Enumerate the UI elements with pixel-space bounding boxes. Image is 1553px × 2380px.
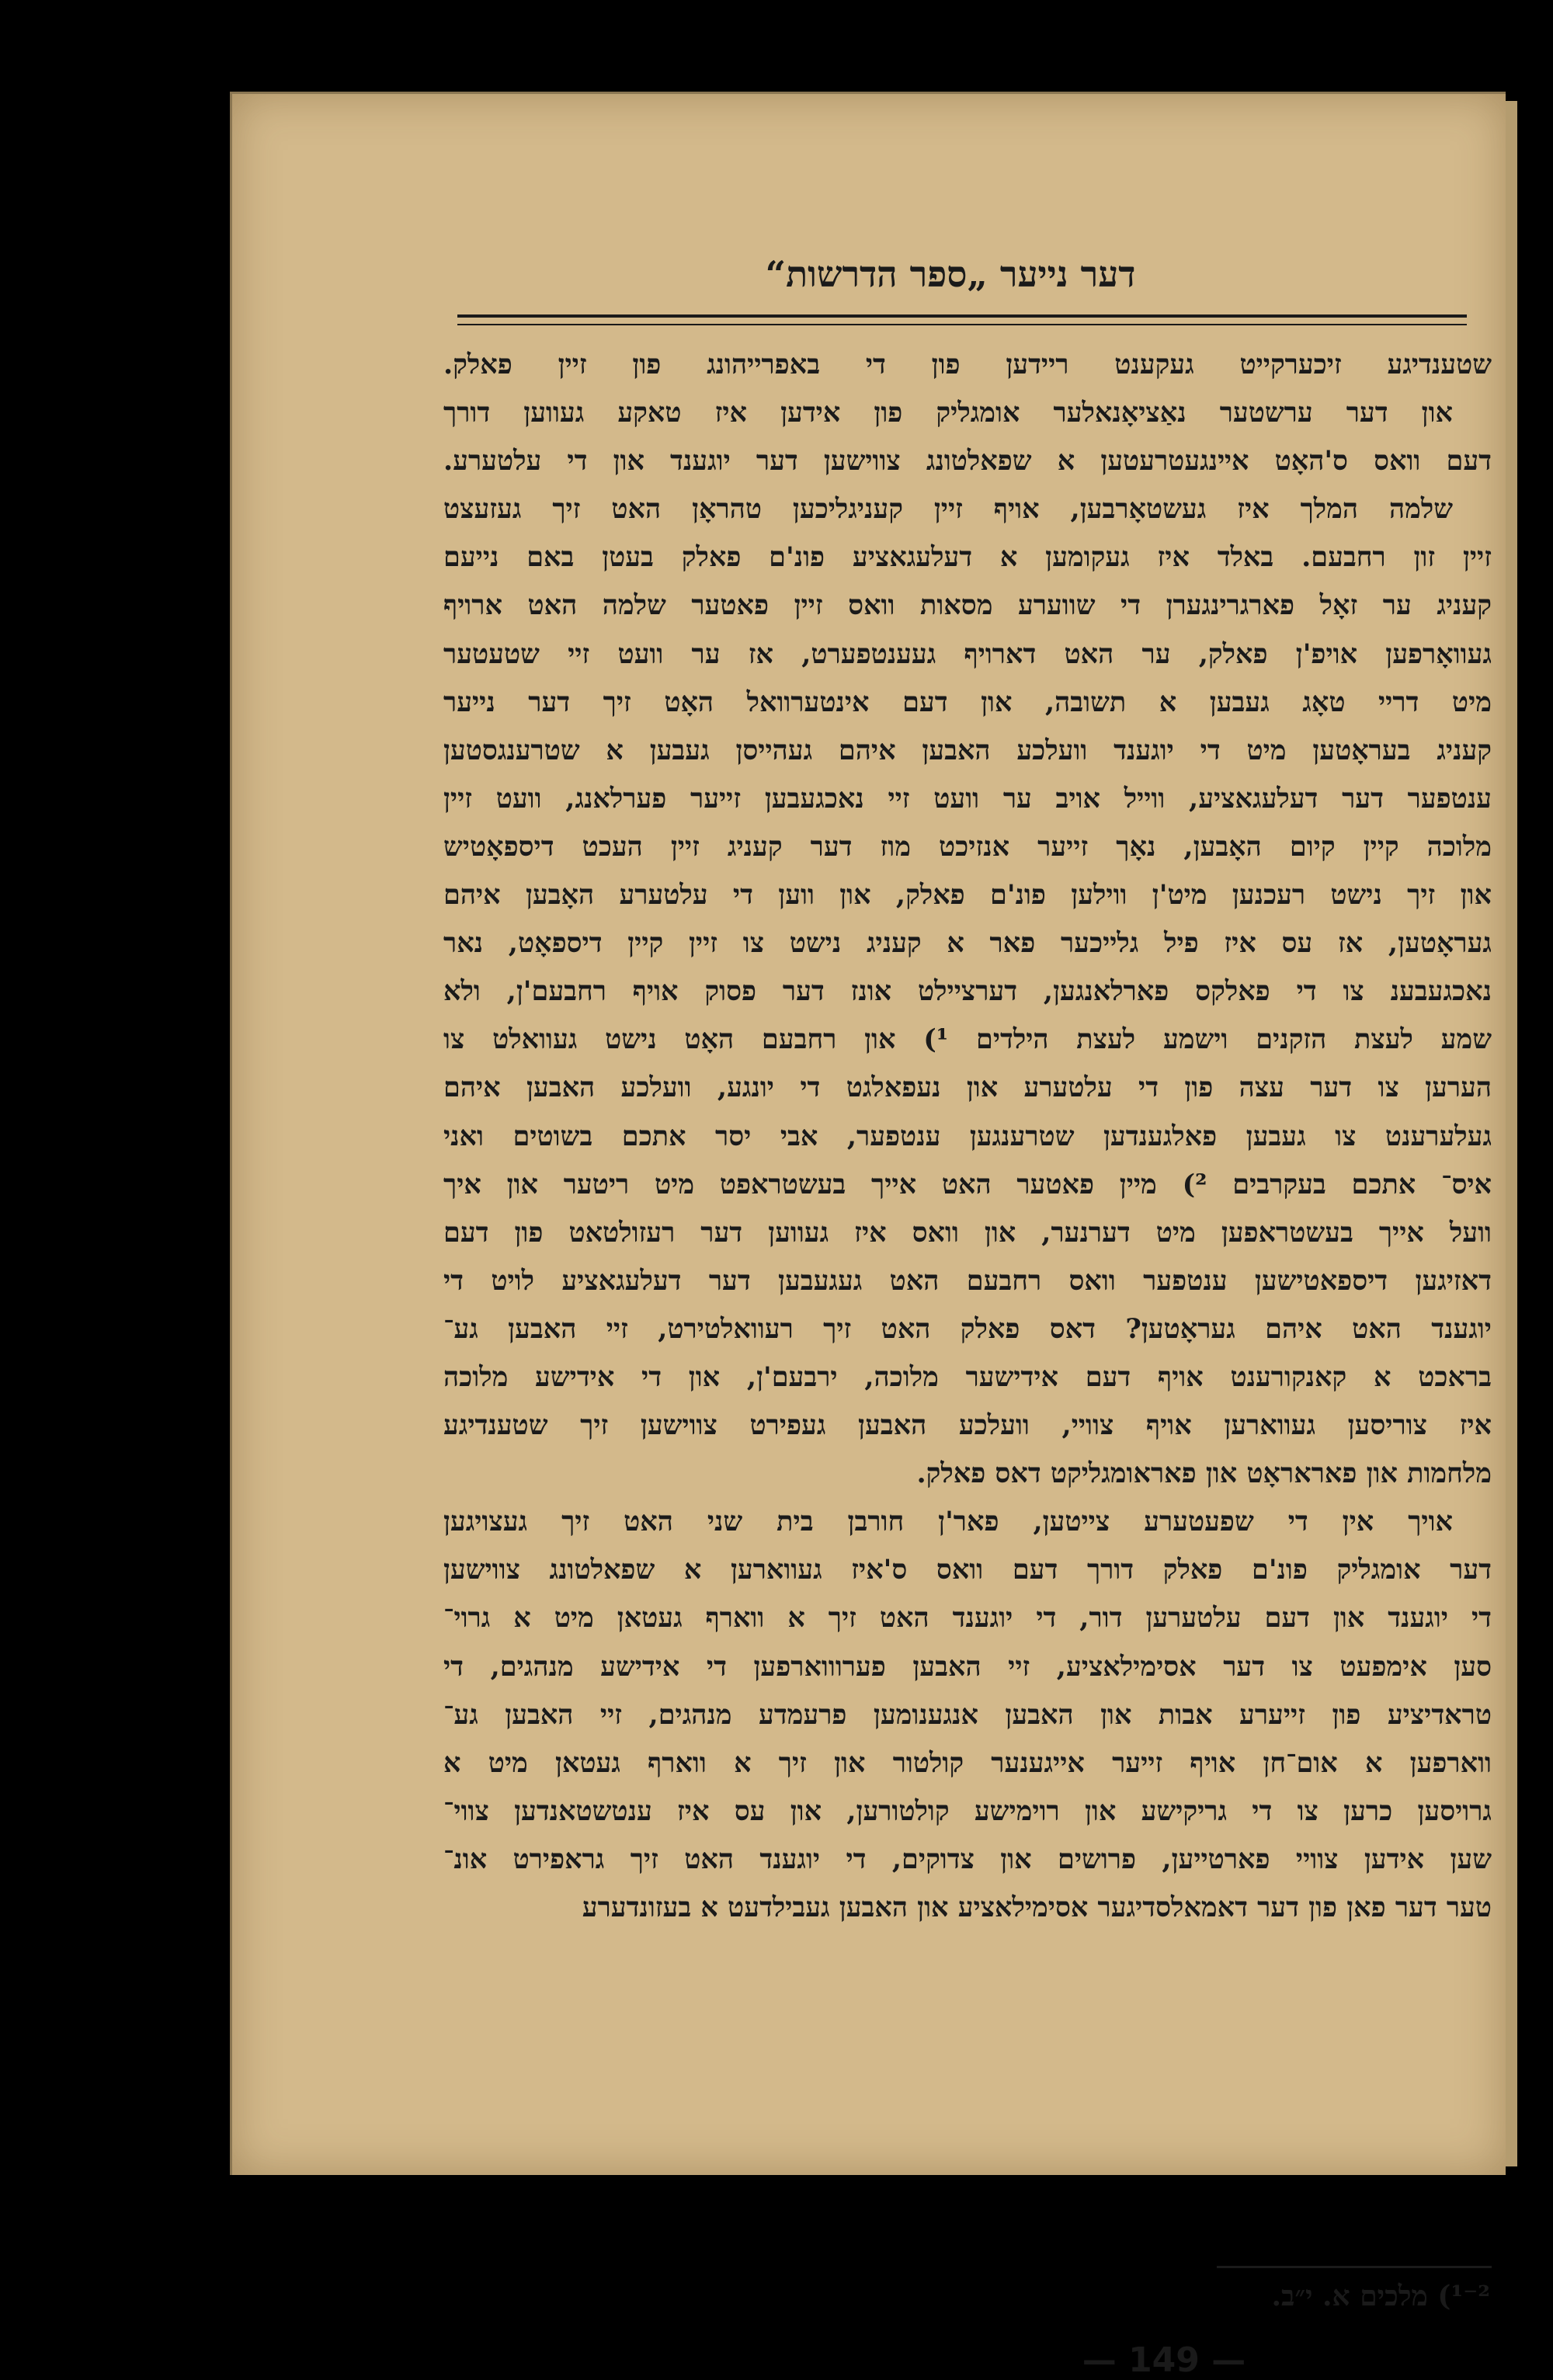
text-line: געלערענט צו געבען פאלגענדען שטרענגען ענטפער, אבי יסר אתכם בשוטים ואני bbox=[443, 1120, 1492, 1152]
body-text bbox=[443, 341, 1492, 1932]
text-line: יוגענד האט איהם געראָטען? דאס פאלק האט זיך רעוואלטירט, זיי האבען גע־ bbox=[443, 1312, 1492, 1345]
text-line: געוואָרפען אויפ'ן פאלק, ער האט דארויף געענטפערט, אז ער וועט זיי שטעטער bbox=[443, 638, 1492, 670]
text-line: טער דער פאן פון דער דאמאלסדיגער אסימילאציע און האבען געבילדעט א בעזונדערע bbox=[582, 1892, 1492, 1923]
footnote-rule bbox=[1217, 2266, 1492, 2268]
page-number: — 149 — bbox=[1082, 2340, 1246, 2380]
header-rule-thick bbox=[457, 314, 1467, 318]
text-line: גרויסען כרען צו די גריקישע און רוימישע קולטורען, און עס איז ענטשטאנדען צווי־ bbox=[443, 1795, 1492, 1827]
text-line: טראדיציע פון זייערע אבות און האבען אנגענומען פרעמדע מנהגים, זיי האבען גע־ bbox=[443, 1698, 1492, 1731]
running-header: דער נייער „ספר הדרשות“ bbox=[765, 253, 1136, 295]
text-line: מלחמות און פאראראָט און פאראומגליקט דאס פאלק. bbox=[916, 1458, 1492, 1490]
text-line: איס־ אתכם בעקרבים ²) מיין פאטער האט אייך בעשטראפט מיט ריטער און איך bbox=[443, 1168, 1492, 1200]
text-line: זיין זון רחבעם. באלד איז געקומען א דעלעגאציע פונ'ם פאלק בעטן באם נייעם bbox=[443, 541, 1492, 574]
text-line: קעניג ער זאָל פארגרינגערן די שווערע מסאות וואס זיין פאטער שלמה האט ארויף bbox=[443, 589, 1492, 622]
text-line: און זיך נישט רעכנען מיט'ן ווילען פונ'ם פאלק, און ווען די עלטערע האָבען איהם bbox=[443, 879, 1492, 912]
scanned-page bbox=[230, 92, 1506, 2380]
text-line: קעניג בעראָטען מיט די יוגענד וועלכע האבען איהם געהייסן געבען א שטרענגסטען bbox=[443, 734, 1492, 766]
text-line: בראכט א קאנקורענט אויף דעם אידישער מלוכה, ירבעם'ן, און די אידישע מלוכה bbox=[443, 1360, 1492, 1393]
text-line: און דער ערשטער נאַציאָנאלער אומגליק פון אידען איז טאקע געווען דורך bbox=[443, 397, 1453, 429]
footnote: ¹⁻²) מלכים א. י״ב. bbox=[1271, 2280, 1490, 2312]
text-line: דער אומגליק פונ'ם פאלק דורך דעם וואס ס'איז געווארען א שפאלטונג צווישען bbox=[443, 1554, 1492, 1586]
text-line: שמע לעצת הזקנים וישמע לעצת הילדים ¹) און רחבעם האָט נישט געוואלט צו bbox=[443, 1023, 1492, 1056]
text-line: די יוגענד און דעם עלטערען דור, די יוגענד האט זיך א ווארף געטאן מיט א גרוי־ bbox=[443, 1602, 1492, 1635]
text-line: דאזיגען דיספאטישען ענטפער וואס רחבעם האט געגעבען דער דעלעגאציע לויט די bbox=[443, 1264, 1492, 1297]
text-line: הערען צו דער עצה פון די עלטערע און נעפאלגט די יונגע, וועלכע האבען איהם bbox=[443, 1072, 1492, 1104]
text-line: מיט דריי טאָג געבען א תשובה, און דעם אינטערוואל האָט זיך דער נייער bbox=[443, 686, 1492, 718]
header-rule-thin bbox=[457, 324, 1467, 325]
text-line: ענטפער דער דעלעגאציע, ווייל אויב ער וועט זיי נאכגעבען זייער פערלאנג, וועט זיין bbox=[443, 782, 1492, 815]
text-line: וועל אייך בעשטראפען מיט דערנער, און וואס איז געווען דער רעזולטאט פון דעם bbox=[443, 1216, 1492, 1249]
text-line: ווארפען א אום־חן אויף זייער אייגענער קולטור און זיך א ווארף געטאן מיט א bbox=[443, 1746, 1492, 1779]
text-line: געראָטען, אז עס איז פיל גלייכער פאר א קעניג נישט צו זיין קיין דיספאָט, נאר bbox=[443, 927, 1492, 960]
text-line: מלוכה קיין קיום האָבען, נאָך זייער אנזיכט מוז דער קעניג זיין העכט דיספאָטיש bbox=[443, 830, 1492, 863]
text-line: שטענדיגע זיכערקייט געקענט ריידען פון די באפרייהונג פון זיין פאלק. bbox=[443, 349, 1492, 380]
text-line: שען אידען צוויי פארטייען, פרושים און צדוקים, די יוגענד האט זיך גראפירט אונ־ bbox=[443, 1843, 1492, 1875]
text-line: איז צוריסען געווארען אויף צוויי, וועלכע האבען געפירט צווישען זיך שטענדיגע bbox=[443, 1409, 1492, 1442]
text-line: אויך אין די שפעטערע צייטען, פאר'ן חורבן בית שני האט זיך געצויגען bbox=[443, 1506, 1453, 1538]
text-line: דעם וואס ס'האָט אײנגעטרעטען א שפאלטונג צווישען דער יוגענד און די עלטערע. bbox=[443, 445, 1492, 478]
text-line: סען אימפעט צו דער אסימילאציע, זיי האבען פערוווארפען די אידישע מנהגים, די bbox=[443, 1650, 1492, 1683]
text-line: שלמה המלך איז געשטאָרבען, אויף זיין קעניגליכען טהראָן האט זיך געזעצט bbox=[443, 493, 1453, 526]
text-line: נאכגעבענ צו די פאלקס פארלאנגען, דערציילט אונז דער פסוק אויף רחבעם'ן, ולא bbox=[443, 975, 1492, 1008]
